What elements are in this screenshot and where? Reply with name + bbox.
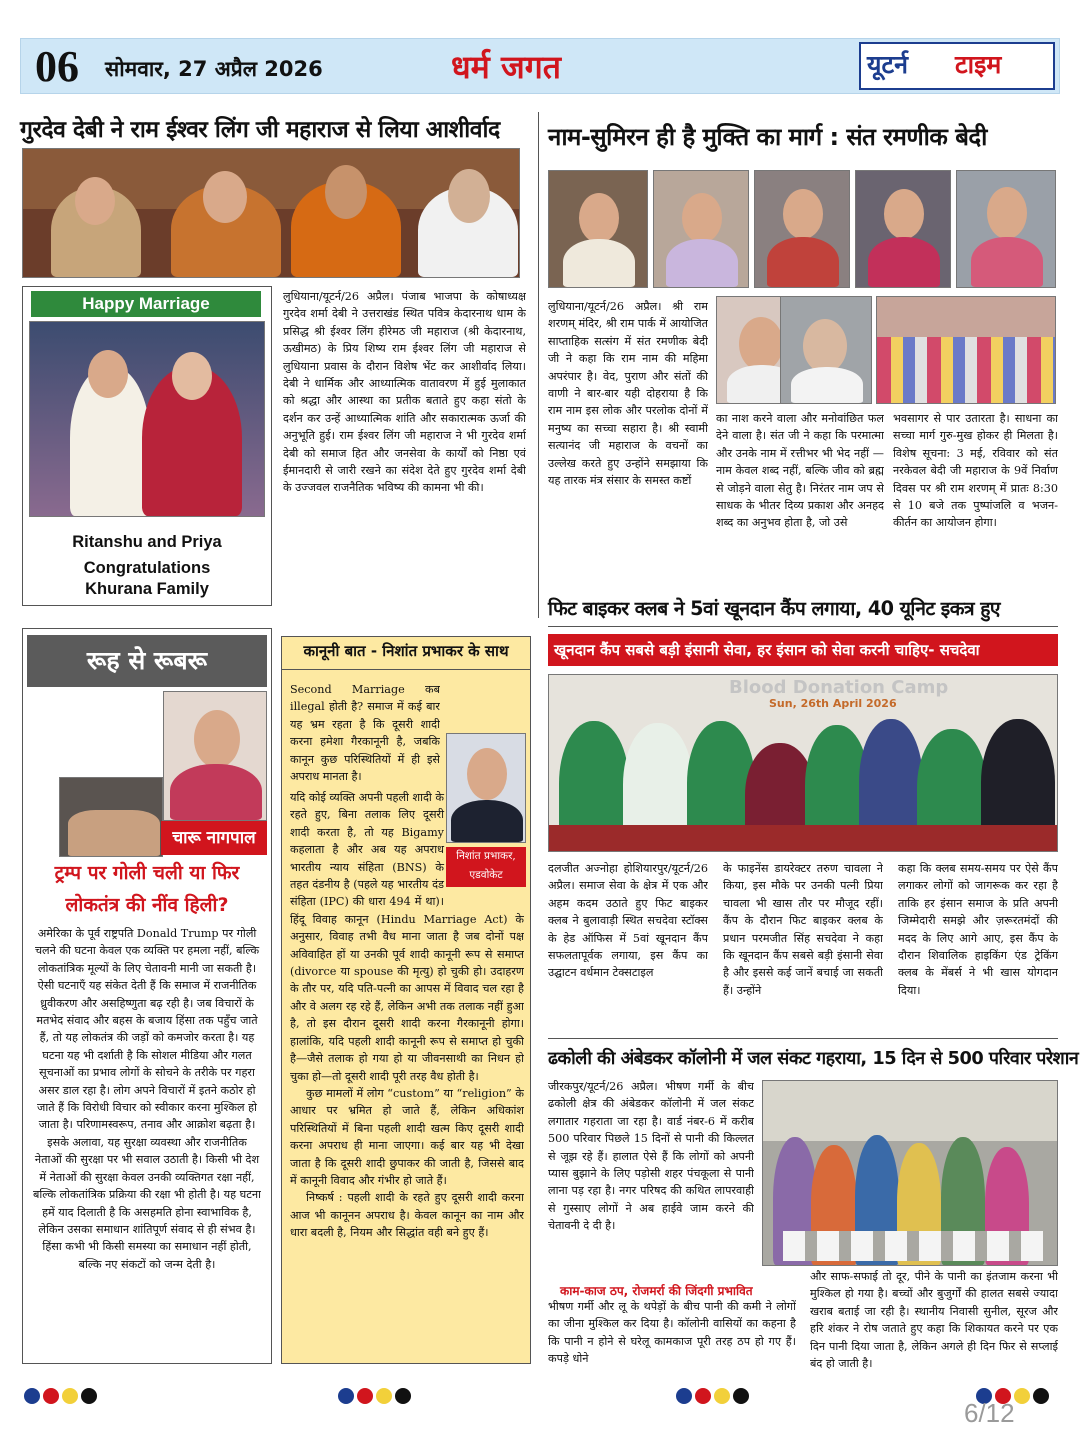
kanooni-author-name: निशांत प्रभाकर, bbox=[456, 850, 516, 862]
divider bbox=[548, 626, 1058, 627]
photo-speaker-3 bbox=[754, 170, 850, 288]
marriage-ad-family: Khurana Family bbox=[85, 580, 209, 598]
page-indicator: 6/12 bbox=[964, 1398, 1015, 1428]
photo-debi-meeting bbox=[22, 148, 520, 278]
photo-trump-incident bbox=[59, 777, 163, 857]
body-fit-biker-col3: कहा कि क्लब समय-समय पर ऐसे कैंप लगाकर लोगों को जागरूक कर रहा है ताकि हर इंसान समाज के प्रति अपनी जिम्मेदारी समझे और ज़रूरतमंदों की मदद के लिए आगे आए, इस कैंप के दौरान शिवालिक हाइकिंग एंड ट्रेकिंग क्लब के मेंबर्स ने भी खास योगदान दिया। bbox=[898, 862, 1058, 997]
headline-fit-biker: फिट बाइकर क्लब ने 5वां खूनदान कैंप लगाया, 40 यूनिट इकत्र हुए bbox=[548, 597, 1001, 620]
kanooni-para4: निष्कर्ष : पहली शादी के रहते हुए दूसरी शादी करना आज भी कानूनन अपराध है। केवल कानून का नाम और धारा बदली है, नियम और सिद्धांत वही बने हुए हैं। bbox=[290, 1191, 524, 1240]
page-date: सोमवार, 27 अप्रैल 2026 bbox=[105, 57, 323, 81]
ruh-title: रूह से रूबरू bbox=[27, 635, 267, 687]
body-dhakoli-1: जीरकपुर/यूटर्न/26 अप्रैल। भीषण गर्मी के बीच ढकोली क्षेत्र की अंबेडकर कॉलोनी में जल संकट लगातार गहराता जा रहा है। वार्ड नंबर-6 में करीब 500 परिवार पिछले 15 दिनों से पानी की किल्लत से जूझ रहे हैं। हालात ऐसे हैं कि लोगों को अपनी प्यास बुझाने के लिए पड़ोसी शहर पंचकूला से पानी लाना पड़ रहा है। नगर परिषद की कथित लापरवाही से गुस्साए लोगों ने अब हाईवे जाम करने की चेतावनी दे दी है। bbox=[548, 1080, 754, 1233]
photo-couple bbox=[29, 321, 265, 517]
body-fit-biker-col2: के फाइनेंस डायरेक्टर तरुण चावला ने किया, इस मौके पर उनकी पत्नी प्रिया चावला भी खास तौर पर मौजूद रहीं। कैंप के दौरान फिट बाइकर क्लब के प्रधान परमजीत सिंह सचदेवा ने कहा कि खूनदान कैंप सबसे बड़ी इंसानी सेवा है और इससे कई जानें बचाई जा सकती हैं। उन्होंने bbox=[723, 862, 883, 997]
marriage-ad-congrats: Congratulations bbox=[83, 559, 211, 577]
kanooni-author-role: एडवोकेट bbox=[469, 869, 503, 881]
photo-speaker-2 bbox=[653, 170, 749, 288]
body-dhakoli-2: भीषण गर्मी और लू के थपेड़ों के बीच पानी की कमी ने लोगों का जीना मुश्किल कर दिया है। कॉलोनी वासियों का कहना है कि पानी न होने से घरेलू कामकाज पूरी तरह ठप हो गए हैं। कपड़े धोने bbox=[548, 1300, 796, 1366]
ruh-body: अमेरिका के पूर्व राष्ट्रपति Donald Trump पर गोली चलने की घटना केवल एक व्यक्ति पर हमला नहीं, बल्कि लोकतांत्रिक मूल्यों के लिए चेतावनी मानी जा सकती है। ऐसी घटनाएँ यह संकेत देती हैं कि समाज में राजनीतिक ध्रुवीकरण और असहिष्णुता बढ़ रही है। जब विचारों के मतभेद संवाद और बहस के बजाय हिंसा तक पहुँच जाते हैं, तो यह लोकतंत्र की जड़ों को कमजोर करता है। यह घटना यह भी दर्शाती है कि सोशल मीडिया और गलत सूचनाओं का प्रभाव लोगों के सोचने के तरीके पर गहरा असर डाल रहा है। लोग अपने विचारों में इतने कठोर हो जाते हैं कि विरोधी विचार को स्वीकार करना मुश्किल हो जाता है। परिणामस्वरूप, तनाव और आक्रोश बढ़ता है। इसके अलावा, यह सुरक्षा व्यवस्था और राजनीतिक नेताओं की सुरक्षा पर भी सवाल उठाती है। किसी भी देश में नेताओं की सुरक्षा केवल उनकी व्यक्तिगत रक्षा नहीं, बल्कि लोकतांत्रिक प्रक्रिया की रक्षा भी होती है। यह घटना हमें याद दिलाती है कि असहमति होना स्वाभाविक है, लेकिन उसका समाधान शांतिपूर्ण संवाद से ही संभव है। हिंसा कभी भी किसी समस्या का समाधान नहीं होती, बल्कि नए संकटों को जन्म देती है। bbox=[33, 927, 261, 1271]
subhead-fit-biker: खूनदान कैंप सबसे बड़ी इंसानी सेवा, हर इंसान को सेवा करनी चाहिए- सचदेवा bbox=[548, 634, 1058, 666]
photo-speaker-5 bbox=[956, 170, 1056, 288]
kanooni-para2: यदि कोई व्यक्ति अपनी पहली शादी के रहते हुए, बिना तलाक लिए दूसरी शादी करता है, तो यह Bigamy कहलाता है और अब यह अपराध भारतीय न्याय संहिता (BNS) के तहत दंडनीय है (पहले यह भारतीय दंड संहिता (IPC) की धारा 494 में था)। हिंदू विवाह कानून (Hindu Marriage Act) के अनुसार, विवाह तभी वैध माना जाता है जब दोनों पक्ष अविवाहित हों या उनकी पूर्व शादी कानूनी रूप से समाप्त (divorce या spouse की मृत्यु) हो चुकी हो। उदाहरण के तौर पर, यदि पति-पत्नी का आपस में विवाद चल रहा है और वे अलग रह रहे हैं, लेकिन अभी तक तलाक नहीं हुआ है, तो इस दौरान दूसरी शादी करना गैरकानूनी होगा। हालांकि, यदि पहली शादी कानूनी रूप से समाप्त हो चुकी है—जैसे तलाक हो गया हो या जीवनसाथी का निधन हो चुका हो—तो दूसरी शादी पूरी तरह वैध होती है। bbox=[290, 791, 524, 1083]
photo-author-charu bbox=[163, 691, 267, 821]
masthead bbox=[20, 38, 1060, 94]
kanooni-para1: Second Marriage कब illegal होती है? समाज में कई बार यह भ्रम रहता है कि दूसरी शादी करना हमेशा गैरकानूनी है, जबकि कानून कुछ परिस्थितियों में ही इसे अपराध मानता है। bbox=[290, 683, 440, 784]
marriage-ad bbox=[22, 286, 272, 606]
body-fit-biker-col1: दलजीत अज्नोहा होशियारपुर/यूटर्न/26 अप्रैल। समाज सेवा के क्षेत्र में एक और अहम कदम उठाते हुए फिट बाइकर क्लब ने बुलावाड़ी स्थित सचदेवा स्टॉक्स के हेड ऑफिस में 5वां खूनदान कैंप सफलतापूर्वक लगाया, इस कैंप का उद्घाटन वर्धमान टेक्सटाइल bbox=[548, 862, 708, 980]
body-debi: लुधियाना/यूटर्न/26 अप्रैल। पंजाब भाजपा के कोषाध्यक्ष गुरदेव शर्मा देबी ने उत्तराखंड स्थित पवित्र केदारनाथ धाम के प्रसिद्ध श्री ईश्वर लिंग हीरेमठ जी महाराज (श्री केदारनाथ, ऊखीमठ) के प्रिय शिष्य राम ईश्वर लिंग जी महाराज से लुधियाना प्रवास के दौरान विशेष भेंट कर आशीर्वाद लिया। देबी ने धार्मिक और आध्यात्मिक वातावरण में हुई मुलाकात को श्रद्धा और आस्था का प्रतीक बताते हुए कहा संतो के दर्शन कर उन्हें आध्यात्मिक शांति और सकारात्मक ऊर्जा की अनुभूति हुई। राम ईश्वर लिंग जी महाराज ने भी गुरदेव शर्मा देबी को समाज हित और जनसेवा के कार्यों को निष्ठा एवं ईमानदारी से जारी रखने का संदेश देते हुए गुरदेव शर्मा देबी के उज्जवल राजनैतिक भविष्य की कामना भी की। bbox=[283, 290, 526, 495]
ruh-author: चारू नागपाल bbox=[161, 821, 267, 855]
kanooni-title: कानूनी बात - निशांत प्रभाकर के साथ bbox=[303, 642, 509, 660]
section-title: धर्म जगत bbox=[451, 48, 561, 86]
headline-debi: गुरदेव देबी ने राम ईश्वर लिंग जी महाराज से लिया आशीर्वाद bbox=[20, 117, 500, 143]
marriage-ad-names: Ritanshu and Priya bbox=[72, 533, 222, 551]
photo-blood-camp bbox=[548, 674, 1058, 852]
photo-strip-bedi-2 bbox=[716, 296, 1056, 406]
brand-logo-part1: यूटर्न bbox=[867, 50, 908, 79]
kanooni-body bbox=[290, 789, 524, 1345]
headline-bedi: नाम-सुमिरन ही है मुक्ति का मार्ग : संत रमणीक बेदी bbox=[548, 123, 987, 151]
body-bedi-col2: का नाश करने वाला और मनोवांछित फल देने वाला है। संत जी ने कहा कि परमात्मा और उनके नाम में रत्तीभर भी भेद नहीं — नाम केवल शब्द नहीं, बल्कि जीव को ब्रह्म से जोड़ने वाला सेतु है। निरंतर नाम जप से साधक के भीतर दिव्य प्रकाश और अनहद शब्द का अनुभव होता है, जो उसे bbox=[716, 412, 884, 530]
page-number: 06 bbox=[35, 42, 79, 91]
ruh-headline-2: लोकतंत्र की नींव हिली? bbox=[65, 894, 229, 916]
marriage-ad-title: Happy Marriage bbox=[31, 291, 261, 317]
body-bedi-col3: भवसागर से पार उतारता है। साधना का सच्चा मार्ग गुरु-मुख होकर ही मिलता है। विशेष सूचना: 3 मई, रविवार को संत नरकेवल बेदी जी महाराज के 9वें निर्वाण दिवस पर श्री राम शरणम् में प्रातः 8:30 से 10 बजे तक पुष्पांजलि व भजन-कीर्तन का आयोजन होगा। bbox=[893, 412, 1058, 530]
body-dhakoli-3: और साफ-सफाई तो दूर, पीने के पानी का इंतजाम करना भी मुश्किल हो गया है। बच्चों और बुजुर्गों की हालत सबसे ज्यादा खराब बताई जा रही है। स्थानीय निवासी सुनील, सूरज और हरि शंकर ने रोष जताते हुए कहा कि शिकायत करने पर एक दिन पानी दिया जाता है, लेकिन अगले ही दिन फिर से सप्लाई बंद हो जाती है। bbox=[810, 1270, 1058, 1371]
subhead-dhakoli: काम-काज ठप, रोजमर्रा की जिंदगी प्रभावित bbox=[560, 1284, 753, 1298]
photo-satsang-audience bbox=[876, 296, 1056, 404]
kanooni-para3: कुछ मामलों में लोग “custom” या “religion” के आधार पर भ्रमित हो जाते हैं, लेकिन अधिकांश परिस्थितियों में बिना पहली शादी खत्म किए दूसरी शादी करना अपराध ही माना जाएगा। कई बार यह भी देखा जाता है कि दूसरी शादी छुपाकर की जाती है, जिससे बाद में कानूनी विवाद और गंभीर हो जाते हैं। bbox=[290, 1086, 524, 1187]
photo-strip-bedi bbox=[548, 170, 1058, 290]
footer-dots-2 bbox=[338, 1388, 414, 1408]
photo-saint-2 bbox=[780, 296, 872, 404]
divider bbox=[282, 669, 530, 670]
divider bbox=[548, 1038, 1058, 1039]
brand-logo-part2: टाइम bbox=[955, 50, 1002, 79]
banner-text: Blood Donation Camp bbox=[729, 677, 949, 698]
body-bedi-col1: लुधियाना/यूटर्न/26 अप्रैल। श्री राम शरणम् मंदिर, श्री राम पार्क में आयोजित साप्ताहिक सत्संग में संत रमणीक बेदी जी ने कहा कि राम नाम की महिमा अपरंपार है। वेद, पुराण और संतों की वाणी ने बार-बार यही दोहराया है कि राम नाम इस लोक और परलोक दोनों में मनुष्य का सच्चा सहारा है। श्री स्वामी सत्यानंद जी महाराज के वचनों का उल्लेख करते हुए उन्होंने समझाया कि यह तारक मंत्र संसार के समस्त कष्टों bbox=[548, 300, 708, 488]
footer-dots-1 bbox=[24, 1388, 100, 1408]
photo-water-protest bbox=[762, 1080, 1058, 1266]
column-ruh-se-rubaru bbox=[22, 628, 272, 1364]
banner-date: Sun, 26th April 2026 bbox=[769, 697, 897, 710]
ruh-headline-1: ट्रम्प पर गोली चली या फिर bbox=[54, 862, 240, 884]
photo-speaker-1 bbox=[548, 170, 648, 288]
photo-speaker-4 bbox=[855, 170, 951, 288]
headline-dhakoli: ढकोली की अंबेडकर कॉलोनी में जल संकट गहराया, 15 दिन से 500 परिवार परेशान bbox=[548, 1048, 1079, 1069]
column-kanooni-baat bbox=[281, 636, 531, 1364]
brand-logo bbox=[859, 42, 1055, 90]
footer-dots-3 bbox=[676, 1388, 752, 1408]
column-divider bbox=[538, 112, 539, 618]
